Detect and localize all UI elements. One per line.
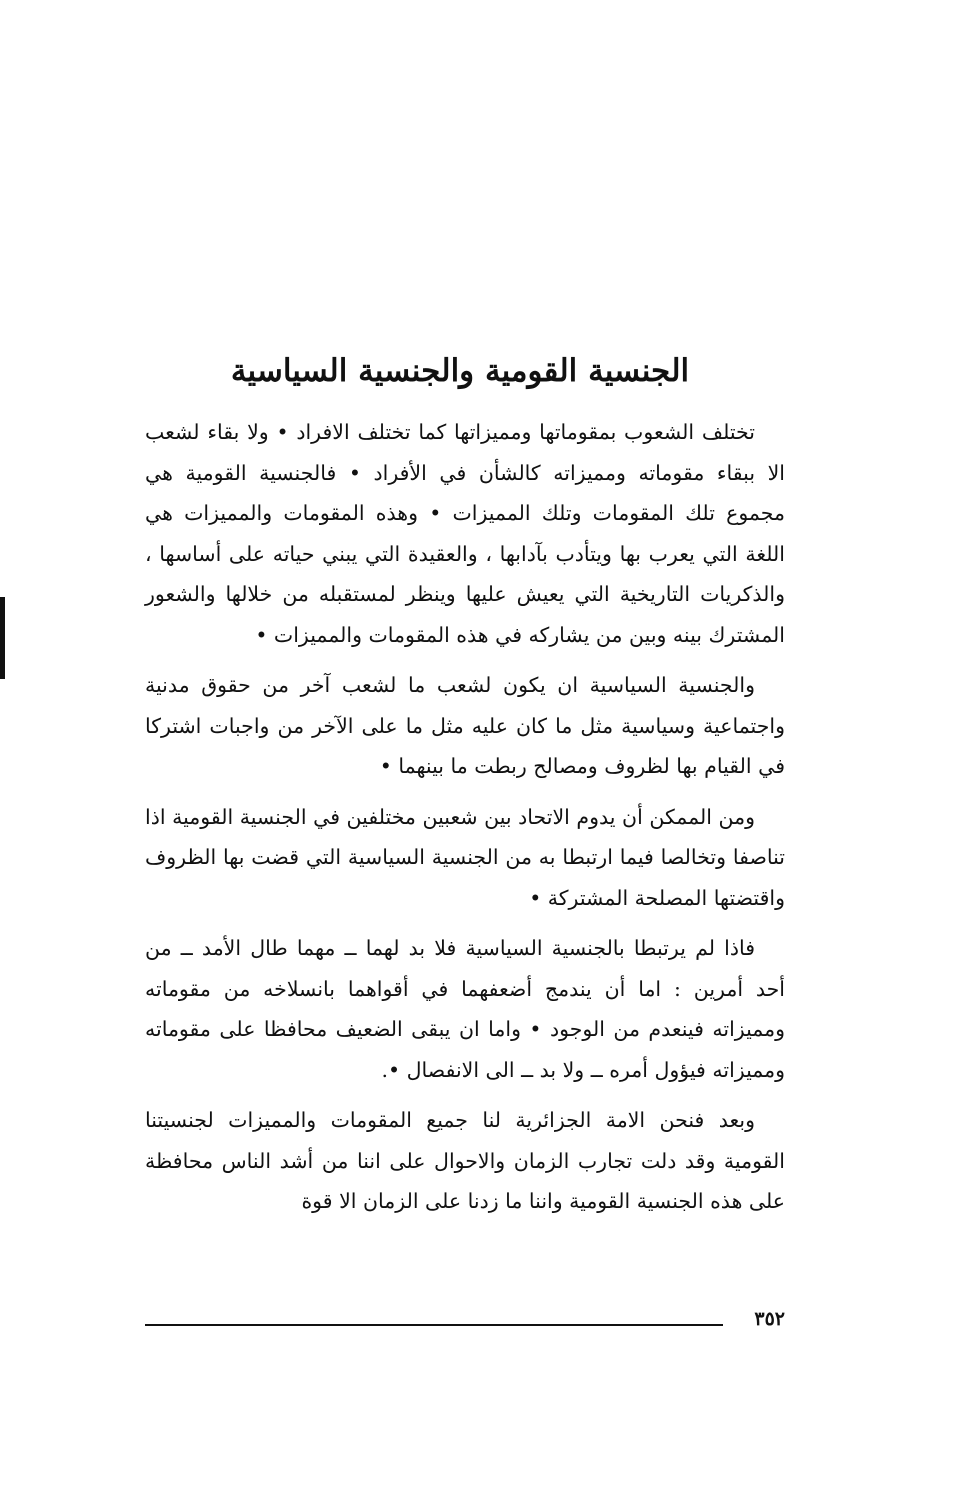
body-text xyxy=(145,412,785,1232)
footer-rule xyxy=(145,1324,723,1326)
paragraph-4: فاذا لم يرتبطا بالجنسية السياسية فلا بد لهما ــ مهما طال الأمد ــ من أحد أمرين : اما أن يندمج أضعفهما في أقواهما بانسلاخه من مقوماته ومميزاته فينعدم من الوجود • واما ان يبقى الضعيف محافظا على مقوماته ومميزاته فيؤول أمره ــ ولا بد ــ الى الانفصال •. xyxy=(145,936,785,1082)
page-footer xyxy=(145,1306,785,1336)
paragraph-1: تختلف الشعوب بمقوماتها ومميزاتها كما تختلف الافراد • ولا بقاء لشعب الا ببقاء مقوماته ومميزاته كالشأن في الأفراد • فالجنسية القومية هي مجموع تلك المقومات وتلك المميزات • وهذه المقومات والمميزات هي اللغة التي يعرب بها ويتأدب بآدابها ، والعقيدة التي يبني حياته على أساسها ، والذكريات التاريخية التي يعيش عليها وينظر لمستقبله من خلالها والشعور المشترك بينه وبين من يشاركه في هذه المقومات والمميزات • xyxy=(145,420,785,647)
page-number: ٣٥٢ xyxy=(754,1308,785,1330)
paragraph-3: ومن الممكن أن يدوم الاتحاد بين شعبين مختلفين في الجنسية القومية اذا تناصفا وتخالصا فيما ارتبطا به من الجنسية السياسية التي قضت بها الظروف واقتضتها المصلحة المشتركة • xyxy=(145,804,785,910)
chapter-title: الجنسية القومية والجنسية السياسية xyxy=(230,352,690,389)
paragraph-2: والجنسية السياسية ان يكون لشعب ما لشعب آخر من حقوق مدنية واجتماعية وسياسية مثل ما كان عليه مثل ما على الآخر من واجبات اشتركا في القيام بها لظروف ومصالح ربطت ما بينهما • xyxy=(145,673,785,778)
paragraph-5: وبعد فنحن الامة الجزائرية لنا جميع المقومات والمميزات لجنسيتنا القومية وقد دلت تجارب الزمان والاحوال على اننا من أشد الناس محافظة على هذه الجنسية القومية واننا ما زدنا على الزمان الا قوة xyxy=(145,1108,785,1213)
binding-edge-mark xyxy=(0,597,5,679)
